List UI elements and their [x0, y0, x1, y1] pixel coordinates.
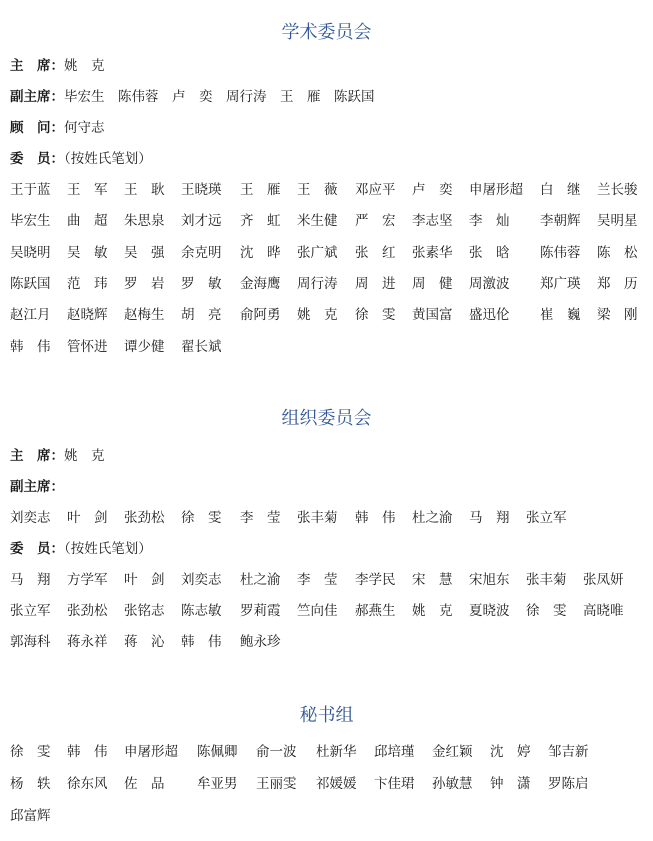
member-name: 徐 雯 — [181, 510, 222, 526]
member-name: 张广斌 — [297, 244, 338, 261]
member-name: 姚 克 — [412, 603, 453, 619]
member-name: 杜之渝 — [240, 572, 281, 588]
member-name: 兰长骏 — [597, 182, 638, 198]
member-name: 宋旭东 — [469, 572, 510, 588]
member-name: 李志坚 — [412, 213, 453, 230]
member-name: 韩 伟 — [181, 634, 222, 650]
member-name: 邹吉新 — [548, 744, 589, 760]
member-name: 张劲松 — [67, 603, 108, 619]
member-name: 张凤妍 — [583, 572, 624, 588]
member-name: 张丰菊 — [297, 510, 338, 526]
member-name: 沈 婷 — [490, 744, 531, 760]
member-name: 蒋永祥 — [67, 634, 108, 650]
member-name: 卞佳珺 — [374, 776, 415, 792]
member-name: 姚 克 — [297, 307, 338, 324]
academic-advisor-line — [10, 118, 105, 138]
academic-vice-names: 毕宏生 陈伟蓉 卢 奕 周行涛 王 雁 陈跃国 — [64, 89, 375, 105]
member-name: 胡 亮 — [181, 307, 222, 324]
organizing-chair-line — [10, 446, 105, 466]
member-name: 宋 慧 — [412, 572, 453, 588]
member-name: 周行涛 — [297, 275, 338, 292]
member-name: 朱思泉 — [124, 213, 165, 230]
member-name: 翟长斌 — [181, 338, 222, 355]
member-name: 陈志敏 — [181, 603, 222, 619]
member-name: 王 耿 — [124, 182, 165, 198]
member-name: 周 健 — [412, 275, 453, 292]
member-name: 张立军 — [526, 510, 567, 526]
member-name: 蒋 沁 — [124, 634, 165, 650]
member-name: 刘奕志 — [181, 572, 222, 588]
member-name: 申屠形超 — [124, 744, 178, 760]
member-name: 周激波 — [469, 275, 510, 292]
member-name: 李朝辉 — [540, 213, 581, 230]
member-name: 管怀进 — [67, 338, 108, 355]
academic-vice-label: 副主席： — [10, 89, 64, 105]
member-name: 曲 超 — [67, 213, 108, 230]
member-name: 韩 伟 — [10, 338, 51, 355]
member-name: 严 宏 — [355, 213, 396, 230]
member-name: 罗莉霞 — [240, 603, 281, 619]
member-name: 刘奕志 — [10, 510, 51, 526]
member-name: 叶 剑 — [67, 510, 108, 526]
member-name: 齐 虹 — [240, 213, 281, 230]
member-name: 王 军 — [67, 182, 108, 198]
member-name: 吴晓明 — [10, 244, 51, 261]
organizing-vice-line — [10, 477, 64, 497]
member-name: 马 翔 — [10, 572, 51, 588]
member-name: 郭海科 — [10, 634, 51, 650]
member-name: 邱富辉 — [10, 808, 51, 824]
member-name: 吴 强 — [124, 244, 165, 261]
academic-members-note: （按姓氏笔划） — [64, 151, 152, 167]
member-name: 梁 刚 — [597, 307, 638, 324]
member-name: 余克明 — [181, 244, 222, 261]
member-name: 金海鹰 — [240, 275, 281, 292]
academic-members-heading — [10, 149, 152, 169]
organizing-chair-name: 姚 克 — [64, 448, 105, 464]
member-name: 孙敏慧 — [432, 776, 473, 792]
member-name: 王丽雯 — [256, 776, 297, 792]
member-name: 杨 轶 — [10, 776, 51, 792]
member-name: 张素华 — [412, 244, 453, 261]
member-name: 佐 品 — [124, 776, 165, 792]
member-name: 申屠形超 — [469, 182, 523, 198]
member-name: 鲍永珍 — [240, 634, 281, 650]
organizing-members-heading — [10, 539, 152, 559]
member-name: 竺向佳 — [297, 603, 338, 619]
academic-advisor-label: 顾 问： — [10, 120, 64, 136]
member-name: 张铭志 — [124, 603, 165, 619]
member-name: 吴明星 — [597, 213, 638, 230]
member-name: 郑 历 — [597, 275, 638, 292]
member-name: 赵江月 — [10, 307, 51, 324]
member-name: 徐 雯 — [526, 603, 567, 619]
member-name: 王晓瑛 — [181, 182, 222, 198]
member-name: 陈 松 — [597, 244, 638, 261]
academic-members-label: 委 员： — [10, 151, 64, 167]
member-name: 方学军 — [67, 572, 108, 588]
member-name: 叶 剑 — [124, 572, 165, 588]
member-name: 高晓唯 — [583, 603, 624, 619]
member-name: 周 进 — [355, 275, 396, 292]
member-name: 牟亚男 — [197, 776, 238, 792]
academic-committee-title: 学术委员会 — [281, 22, 372, 43]
member-name: 谭少健 — [124, 338, 165, 355]
organizing-vice-label: 副主席： — [10, 479, 64, 495]
member-name: 李 莹 — [240, 510, 281, 526]
member-name: 沈 晔 — [240, 244, 281, 261]
member-name: 俞阿勇 — [240, 307, 281, 324]
member-name: 吴 敏 — [67, 244, 108, 261]
member-name: 祁媛媛 — [316, 776, 357, 792]
member-name: 米生健 — [297, 213, 338, 230]
member-name: 罗 岩 — [124, 275, 165, 292]
organizing-committee-title: 组织委员会 — [281, 408, 372, 429]
member-name: 赵梅生 — [124, 307, 165, 324]
member-name: 夏晓波 — [469, 603, 510, 619]
member-name: 白 继 — [540, 182, 581, 198]
academic-vice-line — [10, 87, 375, 107]
secretariat-title: 秘书组 — [299, 705, 354, 726]
member-name: 韩 伟 — [67, 744, 108, 760]
member-name: 张劲松 — [124, 510, 165, 526]
member-name: 徐 雯 — [10, 744, 51, 760]
academic-chair-line — [10, 56, 105, 76]
member-name: 邱培瑾 — [374, 744, 415, 760]
member-name: 王于蓝 — [10, 182, 51, 198]
member-name: 陈跃国 — [10, 275, 51, 292]
member-name: 金红颖 — [432, 744, 473, 760]
member-name: 王 薇 — [297, 182, 338, 198]
member-name: 李 灿 — [469, 213, 510, 230]
academic-chair-name: 姚 克 — [64, 58, 105, 74]
member-name: 罗陈启 — [548, 776, 589, 792]
member-name: 赵晓辉 — [67, 307, 108, 324]
member-name: 张 红 — [355, 244, 396, 261]
member-name: 盛迅伦 — [469, 307, 510, 324]
member-name: 张立军 — [10, 603, 51, 619]
member-name: 俞一波 — [256, 744, 297, 760]
member-name: 刘才远 — [181, 213, 222, 230]
member-name: 邓应平 — [355, 182, 396, 198]
member-name: 张丰菊 — [526, 572, 567, 588]
academic-advisor-name: 何守志 — [64, 120, 105, 136]
organizing-members-note: （按姓氏笔划） — [64, 541, 152, 557]
member-name: 卢 奕 — [412, 182, 453, 198]
member-name: 陈伟蓉 — [540, 244, 581, 261]
member-name: 韩 伟 — [355, 510, 396, 526]
member-name: 徐 雯 — [355, 307, 396, 324]
member-name: 李 莹 — [297, 572, 338, 588]
member-name: 郑广瑛 — [540, 275, 581, 292]
member-name: 陈佩卿 — [197, 744, 238, 760]
member-name: 张 晗 — [469, 244, 510, 261]
academic-chair-label: 主 席： — [10, 58, 64, 74]
member-name: 崔 巍 — [540, 307, 581, 324]
member-name: 钟 潇 — [490, 776, 531, 792]
member-name: 杜之渝 — [412, 510, 453, 526]
organizing-members-label: 委 员： — [10, 541, 64, 557]
member-name: 黄国富 — [412, 307, 453, 324]
member-name: 毕宏生 — [10, 213, 51, 230]
organizing-chair-label: 主 席： — [10, 448, 64, 464]
member-name: 李学民 — [355, 572, 396, 588]
member-name: 罗 敏 — [181, 275, 222, 292]
member-name: 徐东风 — [67, 776, 108, 792]
member-name: 范 玮 — [67, 275, 108, 292]
member-name: 王 雁 — [240, 182, 281, 198]
member-name: 郝燕生 — [355, 603, 396, 619]
member-name: 杜新华 — [316, 744, 357, 760]
member-name: 马 翔 — [469, 510, 510, 526]
